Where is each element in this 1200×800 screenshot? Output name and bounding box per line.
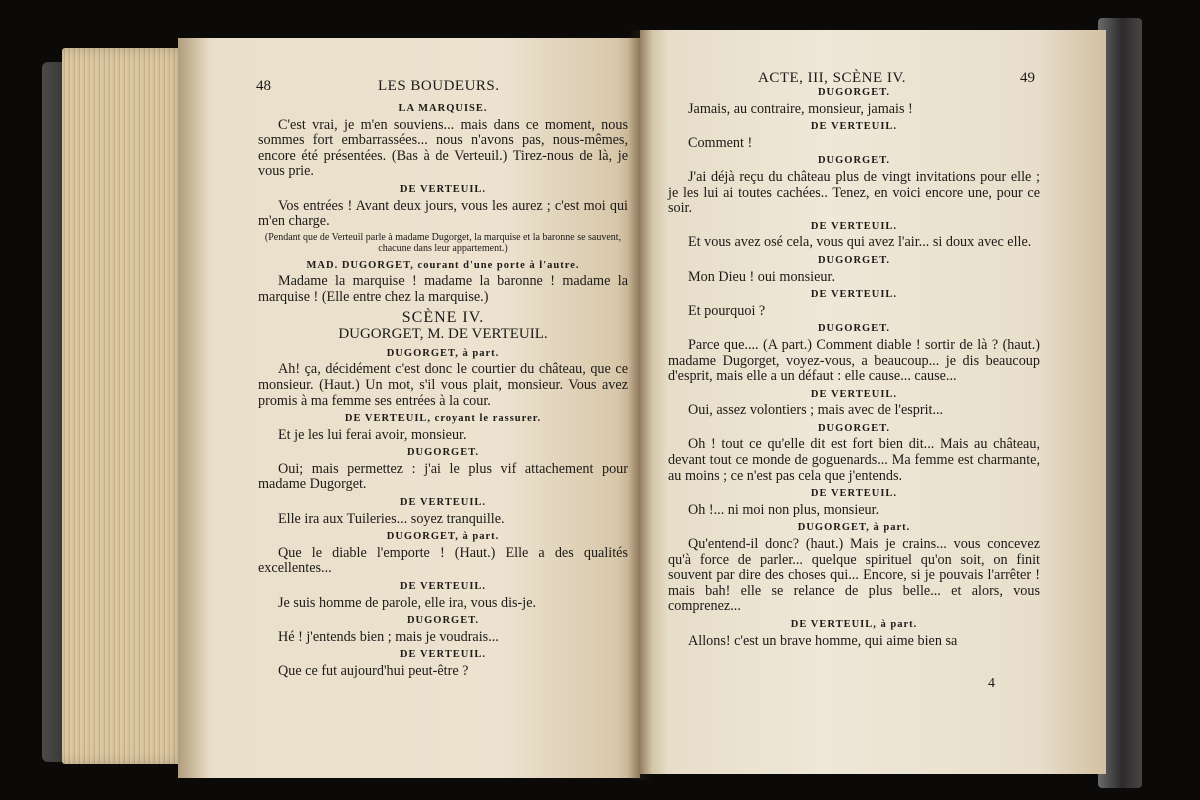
dialogue-paragraph: Et vous avez osé cela, vous qui avez l'air... si doux avec elle.	[688, 234, 1032, 251]
dialogue-paragraph: Elle ira aux Tuileries... soyez tranquille.	[278, 510, 505, 527]
dialogue-paragraph: Vos entrées ! Avant deux jours, vous les aurez ; c'est moi qui m'en charge.	[258, 197, 628, 230]
running-head: LES BOUDEURS.	[378, 78, 500, 94]
signature-mark: 4	[988, 676, 995, 691]
dialogue-paragraph: Oui; mais permettez : j'ai le plus vif attachement pour madame Dugorget.	[258, 460, 628, 493]
page-text	[258, 100, 628, 682]
dialogue-paragraph: Je suis homme de parole, elle ira, vous dis-je.	[278, 594, 537, 611]
book-gutter	[628, 30, 652, 780]
dialogue-paragraph: J'ai déjà reçu du château plus de vingt invitations pour elle ; je les lui ai toutes cachées.. Tenez, en voici encore une, pour ce soir.	[668, 168, 1040, 217]
dialogue-paragraph: Oh ! tout ce qu'elle dit est fort bien dit... Mais au château, devant tout ce monde de goguenards... Ma femme est charmante, au moins ; ce n'est pas cela que j'entends.	[668, 436, 1040, 484]
dialogue-paragraph: Allons! c'est un brave homme, qui aime bien sa	[688, 632, 958, 649]
dialogue-paragraph: Oh !... ni moi non plus, monsieur.	[688, 501, 880, 518]
dialogue-paragraph: Hé ! j'entends bien ; mais je voudrais...	[278, 628, 499, 645]
speaker-name: DE VERTEUIL, croyant le rassurer.	[344, 413, 542, 425]
speaker-name: DUGORGET.	[817, 422, 891, 434]
speaker-name: DE VERTEUIL.	[399, 497, 487, 509]
dialogue-paragraph: Comment !	[688, 134, 753, 151]
speaker-name: DUGORGET.	[406, 447, 480, 459]
speaker-name: DE VERTEUIL.	[810, 220, 898, 232]
speaker-name: DE VERTEUIL.	[810, 388, 898, 400]
scene-title: SCÈNE IV.	[401, 308, 485, 326]
speaker-name: DE VERTEUIL.	[399, 649, 487, 661]
page-number: 49	[1020, 70, 1035, 86]
speaker-name: DUGORGET.	[406, 615, 480, 627]
page-block-edges	[62, 48, 190, 764]
dialogue-paragraph: Ah! ça, décidément c'est donc le courtier du château, que ce monsieur. (Haut.) Un mot, s'il vous plait, monsieur. Vous avez promis à ma femme ses entrées à la cour.	[258, 361, 628, 409]
right-page	[640, 30, 1106, 774]
speaker-name: DUGORGET, à part.	[386, 531, 500, 543]
dialogue-paragraph: Et pourquoi ?	[688, 302, 766, 319]
dialogue-paragraph: Madame la marquise ! madame la baronne ! madame la marquise ! (Elle entre chez la marquise.)	[258, 273, 628, 305]
dialogue-paragraph: Oui, assez volontiers ; mais avec de l'esprit...	[688, 402, 944, 419]
speaker-name: DE VERTEUIL, à part.	[790, 619, 918, 630]
dialogue-paragraph: Parce que.... (A part.) Comment diable ! sortir de là ? (haut.) madame Dugorget, voyez-vous, a beaucoup... je dis beaucoup d'esprit, mais elle a un défaut : elle cause... cause...	[668, 336, 1040, 385]
left-page	[178, 38, 640, 778]
speaker-name: DE VERTEUIL.	[399, 581, 487, 593]
dialogue-paragraph: Que le diable l'emporte ! (Haut.) Elle a des qualités excellentes...	[258, 544, 628, 577]
speaker-name: DUGORGET.	[817, 87, 891, 98]
speaker-name: DUGORGET, à part.	[797, 522, 911, 534]
dialogue-paragraph: Jamais, au contraire, monsieur, jamais !	[688, 100, 913, 117]
speaker-name: DUGORGET.	[817, 254, 891, 266]
speaker-name: DE VERTEUIL.	[810, 488, 898, 500]
dialogue-paragraph: Mon Dieu ! oui monsieur.	[688, 268, 835, 285]
speaker-name: DE VERTEUIL.	[399, 183, 487, 195]
dialogue-paragraph: C'est vrai, je m'en souviens... mais dans ce moment, nous sommes fort embarrassées... nous n'avons pas, nous-mêmes, encore été présentées. (Bas à de Verteuil.) Tirez-nous de là, je vous prie.	[258, 116, 628, 180]
stage-direction: (Pendant que de Verteuil parle à madame Dugorget, la marquise et la baronne se sauvent, chacune dans leur appartement.)	[264, 231, 622, 255]
speaker-name: MAD. DUGORGET, courant d'une porte à l'autre.	[306, 259, 580, 271]
speaker-name: DE VERTEUIL.	[810, 121, 898, 133]
scene-characters: DUGORGET, M. DE VERTEUIL.	[338, 326, 548, 343]
speaker-name: DUGORGET, à part.	[386, 347, 500, 359]
page-number: 48	[256, 78, 271, 94]
speaker-name: DE VERTEUIL.	[810, 289, 898, 301]
dialogue-paragraph: Qu'entend-il donc? (haut.) Mais je crains... vous concevez qu'à force de parler... quelque spirituel qu'on soit, on finit souvent par dire des choses qui... Encore, si je pouvais l'arrêter ! mais bah! elle se relance de plus belle... et alors, vous comprenez...	[668, 536, 1040, 615]
running-head: ACTE, III, SCÈNE IV.	[758, 70, 907, 86]
speaker-name: DUGORGET.	[817, 323, 891, 335]
page-text	[668, 84, 1040, 651]
speaker-name: LA MARQUISE.	[398, 103, 488, 114]
dialogue-paragraph: Et je les lui ferai avoir, monsieur.	[278, 426, 467, 443]
dialogue-paragraph: Que ce fut aujourd'hui peut-être ?	[278, 663, 469, 679]
page-shadow	[178, 38, 208, 778]
speaker-name: DUGORGET.	[817, 155, 891, 167]
